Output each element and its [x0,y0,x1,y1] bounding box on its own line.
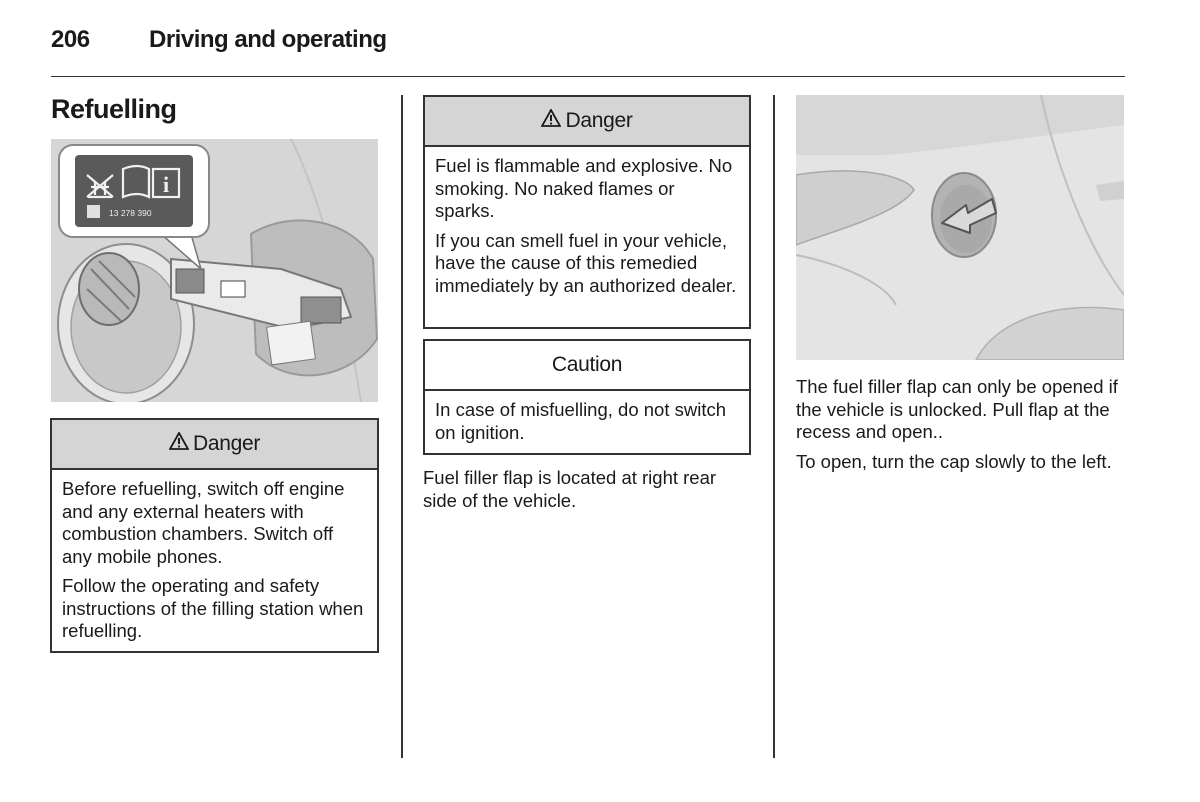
body-paragraph: Fuel filler flap is located at right rear side of the vehicle. [423,467,717,511]
column-divider [401,95,403,758]
fuel-filler-flap-illustration [796,95,1124,360]
danger-paragraph: Before refuelling, switch off engine and any external heaters with combustion chambers. Switch off any mobile phones. [62,478,345,567]
warning-triangle-icon [541,109,561,133]
page-header [51,24,1125,77]
section-title: Refuelling [51,94,177,124]
danger-header [52,420,377,470]
label-code: 13 278 390 [109,208,152,218]
caution-box [423,339,751,455]
danger-title: Danger [565,109,633,132]
warning-triangle-icon [169,432,189,456]
caution-title: Caution [551,353,623,376]
danger-body [52,470,377,643]
danger-box-refuelling [50,418,379,653]
caution-body [425,391,749,444]
column-divider [773,95,775,758]
column3-text [796,376,1126,480]
chapter-title: Driving and operating [149,26,387,53]
caution-header [425,341,749,391]
caution-paragraph: In case of misfuelling, do not switch on ignition. [435,399,727,443]
svg-text:i: i [162,172,170,197]
danger-paragraph: If you can smell fuel in your vehicle, have the cause of this remedied immediately by an authorized dealer. [435,229,737,296]
column2-text [423,467,753,519]
danger-paragraph: Fuel is flammable and explosive. No smoking. No naked flames or sparks. [435,155,733,221]
body-paragraph: To open, turn the cap slowly to the left. [796,450,1112,472]
danger-paragraph: Follow the operating and safety instructions of the filling station when refuelling. [62,575,364,641]
danger-header [425,97,749,147]
danger-body [425,147,749,297]
danger-box-fuel [423,95,751,329]
body-paragraph: The fuel filler flap can only be opened if the vehicle is unlocked. Pull flap at the recess and open.. [796,376,1118,442]
fuel-filler-label-illustration [51,139,378,402]
danger-title: Danger [192,432,261,455]
page-number: 206 [51,26,90,53]
